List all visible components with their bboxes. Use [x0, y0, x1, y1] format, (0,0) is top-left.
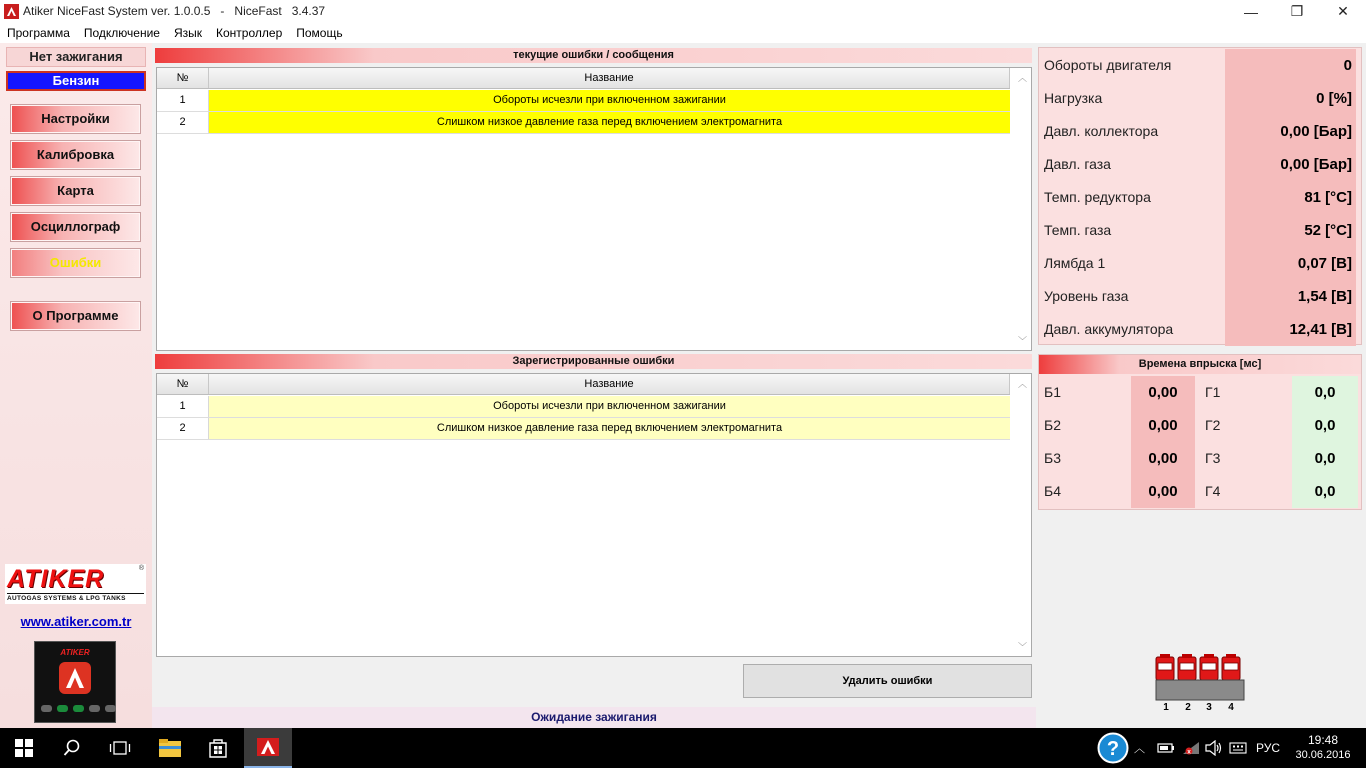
petrol-injector-label: Б1: [1044, 384, 1061, 400]
controller-device-image: [34, 641, 116, 723]
injector-rail-icon: [1152, 652, 1248, 712]
app-icon: [4, 4, 19, 19]
gas-injector-value: 0,0: [1292, 376, 1358, 409]
param-gas-temp: [1039, 214, 1361, 247]
table-row[interactable]: [157, 418, 1010, 440]
svg-text:x: x: [1187, 748, 1191, 756]
clear-errors-button[interactable]: Удалить ошибки: [743, 664, 1032, 698]
param-label: Темп. газа: [1044, 222, 1112, 238]
injector-icon: [1178, 654, 1196, 680]
petrol-injector-label: Б4: [1044, 483, 1061, 499]
param-label: Обороты двигателя: [1044, 57, 1172, 73]
show-hidden-icons-button[interactable]: [1134, 728, 1145, 768]
row-error-name: Обороты исчезли при включенном зажигании: [209, 396, 1010, 417]
atiker-app-icon: [256, 736, 280, 758]
row-error-name: Обороты исчезли при включенном зажигании: [209, 90, 1010, 111]
param-gas-level: [1039, 280, 1361, 313]
param-label: Темп. редуктора: [1044, 189, 1151, 205]
help-tray-button[interactable]: [1097, 728, 1129, 768]
petrol-injector-value: 0,00: [1131, 409, 1195, 442]
column-header-name[interactable]: Название: [209, 68, 1010, 88]
injector-icon: [1222, 654, 1240, 680]
nav-errors-button[interactable]: Ошибки: [10, 248, 141, 278]
petrol-injector-value: 0,00: [1131, 442, 1195, 475]
injector-number: 2: [1185, 702, 1191, 712]
battery-tray-icon[interactable]: [1157, 728, 1175, 768]
nav-oscilloscope-button[interactable]: Осциллограф: [10, 212, 141, 242]
param-value: 81 [°C]: [1225, 181, 1356, 214]
menu-help[interactable]: Помощь: [296, 26, 343, 40]
scroll-up-icon[interactable]: ︿: [1018, 379, 1028, 389]
menu-program[interactable]: Программа: [7, 26, 70, 40]
scroll-up-icon[interactable]: ︿: [1018, 73, 1028, 83]
param-label: Давл. газа: [1044, 156, 1111, 172]
website-link[interactable]: www.atiker.com.tr: [20, 614, 132, 629]
param-label: Уровень газа: [1044, 288, 1129, 304]
petrol-injector-value: 0,00: [1131, 376, 1195, 409]
param-reducer-temp: [1039, 181, 1361, 214]
vertical-scrollbar[interactable]: [1014, 68, 1031, 350]
status-message: Ожидание зажигания: [152, 707, 1036, 728]
device-led: [105, 705, 116, 712]
table-header: [157, 68, 1010, 89]
row-number: 2: [157, 112, 209, 133]
nav-map-button[interactable]: Карта: [10, 176, 141, 206]
engine-parameters-panel: [1038, 47, 1362, 345]
row-error-name: Слишком низкое давление газа перед включением электромагнита: [209, 112, 1010, 133]
injector-number: 3: [1206, 702, 1212, 712]
folder-icon: [158, 738, 182, 758]
nav-calibration-button[interactable]: Калибровка: [10, 140, 141, 170]
column-header-number[interactable]: №: [157, 68, 209, 88]
menu-language[interactable]: Язык: [173, 26, 203, 40]
store-icon: [207, 737, 229, 759]
param-label: Нагрузка: [1044, 90, 1103, 106]
row-number: 1: [157, 90, 209, 111]
nav-settings-button[interactable]: Настройки: [10, 104, 141, 134]
gas-injector-value: 0,0: [1292, 475, 1358, 508]
clock-date: 30.06.2016: [1295, 749, 1351, 761]
petrol-injector-label: Б2: [1044, 417, 1061, 433]
current-errors-header: текущие ошибки / сообщения: [155, 48, 1032, 63]
taskbar: [0, 728, 1366, 768]
param-gas-pressure: [1039, 148, 1361, 181]
device-led: [89, 705, 100, 712]
registered-errors-header: Зарегистрированные ошибки: [155, 354, 1032, 369]
param-label: Давл. коллектора: [1044, 123, 1159, 139]
maximize-button[interactable]: ❐: [1290, 3, 1304, 19]
speaker-icon: [1205, 740, 1223, 756]
param-value: 0,07 [В]: [1225, 247, 1356, 280]
gas-injector-label: Г2: [1205, 417, 1221, 433]
chevron-up-icon: ︿: [1134, 743, 1145, 755]
param-load: [1039, 82, 1361, 115]
device-logo-icon: [59, 662, 91, 694]
param-value: 0,00 [Бар]: [1225, 115, 1356, 148]
param-label: Лямбда 1: [1044, 255, 1106, 271]
device-leds: [41, 705, 116, 712]
windows-icon: [15, 739, 33, 757]
about-button[interactable]: О Программе: [10, 301, 141, 331]
param-value: 12,41 [В]: [1225, 313, 1356, 346]
device-led: [73, 705, 84, 712]
keyboard-icon: [1229, 741, 1247, 755]
row-number: 1: [157, 396, 209, 417]
injector-number: 4: [1228, 702, 1234, 712]
injector-rail-body: [1156, 680, 1244, 700]
volume-tray-icon[interactable]: [1205, 728, 1223, 768]
nicefast-taskbar-button[interactable]: [244, 728, 292, 768]
fuel-mode-indicator[interactable]: Бензин: [6, 71, 146, 91]
language-label: РУС: [1256, 741, 1281, 755]
atiker-logo: [5, 564, 146, 604]
window-title: Atiker NiceFast System ver. 1.0.0.5 - NiceFast 3.4.37: [23, 4, 326, 18]
logo-subtitle: AUTOGAS SYSTEMS & LPG TANKS: [7, 593, 144, 602]
column-header-number[interactable]: №: [157, 374, 209, 394]
device-logo: ATIKER: [60, 648, 90, 657]
param-manifold-pressure: [1039, 115, 1361, 148]
param-value: 0,00 [Бар]: [1225, 148, 1356, 181]
param-rpm: [1039, 49, 1361, 82]
param-value: 0 [%]: [1225, 82, 1356, 115]
injection-row: [1039, 475, 1361, 508]
row-number: 2: [157, 418, 209, 439]
wifi-icon: [1181, 740, 1201, 756]
scroll-down-icon[interactable]: ﹀: [1018, 642, 1028, 652]
title-bar: [0, 0, 1366, 23]
input-language-indicator[interactable]: [1256, 728, 1280, 768]
param-lambda: [1039, 247, 1361, 280]
store-taskbar-button[interactable]: [194, 728, 242, 768]
device-led: [57, 705, 68, 712]
table-row[interactable]: [157, 112, 1010, 134]
current-errors-table[interactable]: [156, 67, 1032, 351]
param-battery-voltage: [1039, 313, 1361, 346]
injector-icon: [1200, 654, 1218, 680]
clock[interactable]: [1292, 728, 1354, 768]
injection-times-panel: [1038, 354, 1362, 510]
task-view-button[interactable]: [96, 728, 144, 768]
clock-time: 19:48: [1307, 733, 1339, 747]
injection-times-header: Времена впрыска [мс]: [1039, 355, 1361, 374]
menu-bar: [0, 23, 1366, 43]
table-row[interactable]: [157, 396, 1010, 418]
param-value: 0: [1225, 49, 1356, 82]
menu-controller[interactable]: Контроллер: [216, 26, 283, 40]
task-view-icon: [109, 740, 131, 756]
petrol-injector-label: Б3: [1044, 450, 1061, 466]
close-button[interactable]: ✕: [1337, 3, 1349, 19]
search-icon: [63, 739, 81, 757]
param-value: 1,54 [В]: [1225, 280, 1356, 313]
petrol-injector-value: 0,00: [1131, 475, 1195, 508]
minimize-button[interactable]: —: [1244, 3, 1258, 20]
registered-mark: ®: [138, 565, 144, 572]
gas-injector-value: 0,0: [1292, 409, 1358, 442]
injector-icon: [1156, 654, 1174, 680]
battery-icon: [1157, 742, 1175, 754]
param-label: Давл. аккумулятора: [1044, 321, 1174, 337]
injection-row: [1039, 376, 1361, 409]
sidebar: [0, 43, 152, 728]
gas-injector-value: 0,0: [1292, 442, 1358, 475]
file-explorer-taskbar-button[interactable]: [146, 728, 194, 768]
network-tray-icon[interactable]: [1181, 728, 1201, 768]
table-header: [157, 374, 1010, 395]
device-led: [41, 705, 52, 712]
gas-injector-label: Г1: [1205, 384, 1221, 400]
keyboard-tray-icon[interactable]: [1229, 728, 1247, 768]
start-button[interactable]: [0, 728, 48, 768]
gas-injector-label: Г3: [1205, 450, 1221, 466]
ignition-status: Нет зажигания: [6, 47, 146, 67]
scroll-down-icon[interactable]: ﹀: [1018, 336, 1028, 346]
injector-number: 1: [1163, 702, 1169, 712]
svg-text:?: ?: [1106, 738, 1120, 760]
registered-errors-table[interactable]: [156, 373, 1032, 657]
logo-text: ATIKER: [7, 565, 105, 593]
menu-connection[interactable]: Подключение: [83, 26, 160, 40]
gas-injector-label: Г4: [1205, 483, 1221, 499]
injection-row: [1039, 442, 1361, 475]
param-value: 52 [°C]: [1225, 214, 1356, 247]
search-button[interactable]: [48, 728, 96, 768]
row-error-name: Слишком низкое давление газа перед включением электромагнита: [209, 418, 1010, 439]
table-row[interactable]: [157, 90, 1010, 112]
help-icon: [1097, 732, 1129, 764]
column-header-name[interactable]: Название: [209, 374, 1010, 394]
injection-row: [1039, 409, 1361, 442]
vertical-scrollbar[interactable]: [1014, 374, 1031, 656]
